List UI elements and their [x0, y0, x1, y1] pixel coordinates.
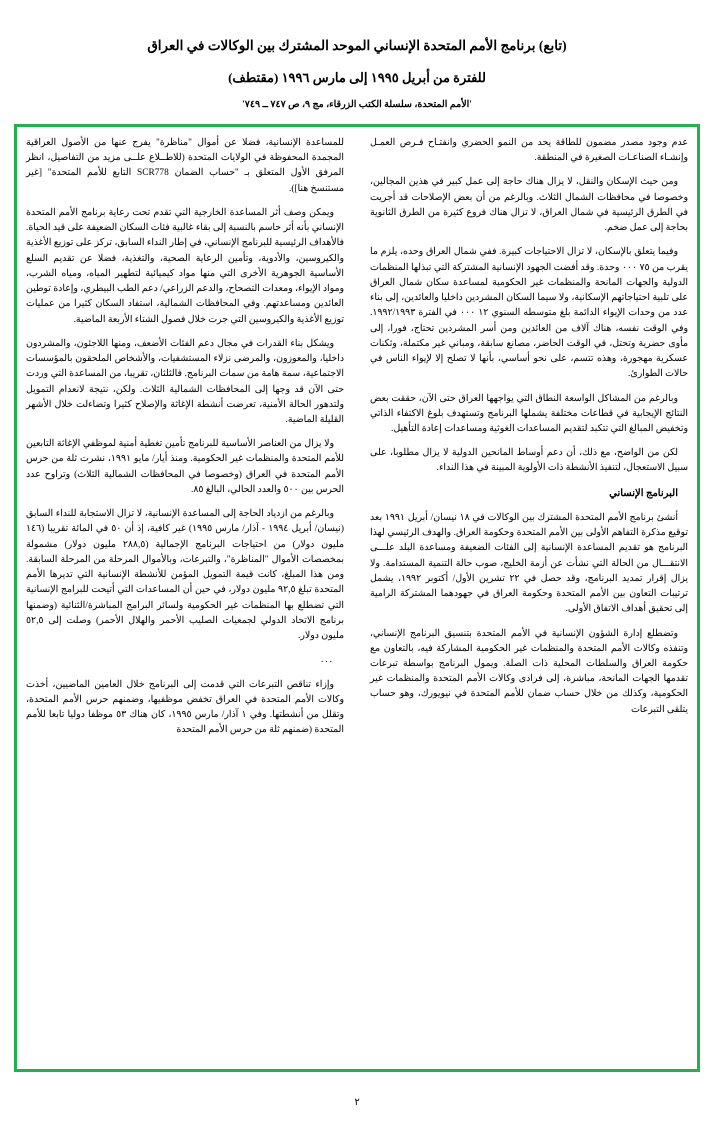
paragraph: وتضطلع إدارة الشؤون الإنسانية في الأمم المتحدة بتنسيق البرنامج الإنساني، وتنفذه وكالات الأمم المتحدة والمنظمات غير الحكومية المشاركة فيه، بالتعاون مع حكومة العراق والسلطات المحلية ذات الصلة. ويمول البرنامج بواسطة تبرعات تقدمها الجهات المانحة، مباشرة، إلى فرادى وكالات الأمم المتحدة والمنظمات غير الحكومية، وكذلك من خلال حساب ضمان للأمم المتحدة في نيويورك، وهو حساب يتلقى التبرعات — [370, 628, 688, 715]
page-header — [0, 0, 714, 110]
page-subtitle: للفترة من أبريل ١٩٩٥ إلى مارس ١٩٩٦ (مقتطف) — [228, 70, 486, 86]
paragraph: ويمكن وصف أثر المساعدة الخارجية التي تقدم تحت رعاية برنامج الأمم المتحدة الإنساني بأنه أثر حاسم بالنسبة إلى بقاء غالبية فئات السكان الضعيفة على قيد الحياة. فالأهداف الرئيسية للبرنامج الإنساني، في إطار النداء السابق، تركز على توزيع الأغذية والكيروسين، والأدوية، وتأمين الرعاية الصحية، والتغذية، فضلا عن تقديم السلع الأساسية الجوهرية الأخرى التي منها مواد كيميائية لتطهير المياه، ومياه الشرب، ومواد الإيواء، ومعدات التصحاح، والدعم الزراعي/ دعم الطب البيطري، وإعادة توطين العائدين ومساعدتهم. وفي المحافظات الشمالية، استفاد السكان كثيرا من عمليات توزيع الأغذية والكيروسين التي جرت خلال فصول الشتاء الأربعة الماضية. — [26, 207, 344, 325]
paragraph: أنشئ برنامج الأمم المتحدة المشترك بين الوكالات في ١٨ نيسان/ أبريل ١٩٩١ بعد توقيع مذكرة التفاهم الأولى بين الأمم المتحدة وحكومة العراق. والهدف الرئيسي لهذا البرنامج هو تقديم المساعدة الإنسانية إلى الفئات الضعيفة ومساعدة البلد علـــى الانتقـــال من الحالة التي نشأت عن أزمة الخليج، صوب حالة التنمية المستدامة. ولا يزال إقرار تمديد البرنامج، وقد حصل في ٢٢ تشرين الأول/ أكتوبر ١٩٩٢، يشمل ترتيبات التعاون بين الأمم المتحدة وحكومة العراق في جهودهما المشتركة الرامية إلى تحقيق أهداف الاتفاق الأولى. — [370, 512, 688, 615]
paragraph: وبالرغم من المشاكل الواسعة النطاق التي يواجهها العراق حتى الآن، حققت بعض النتائج الإيجابية في قطاعات مختلفة يشملها البرنامج وتستهدف بلوغ الاكتفاء الذاتي وتخفيض المبالغ التي تتكبد لتقديم المساعدات الغوثية ومساعدات إعادة التأهيل. — [370, 393, 688, 434]
paragraph: وبالرغم من ازدياد الحاجة إلى المساعدة الإنسانية، لا تزال الاستجابة للنداء السابق (نيسان/ أبريل ١٩٩٤ - آذار/ مارس ١٩٩٥) غير كافية، إذ أن ٥٠ في المائة تقريبا (١٤٦ مليون دولار) من احتياجات البرنامج الإجمالية (٢٨٨,٥ مليون دولار) مشمولة بمخصصات الأموال "المناظرة"، والتبرعات، وبالأموال المرحلة من المرحلة السابقة. ومن هذا المبلغ، كانت قيمة التمويل المؤمن للأنشطة الإنسانية التي تديرها الأمم المتحدة تبلغ ٩٢,٥ مليون دولار، في حين أن المساعدات التي أتيحت للبرامج الإنسانية التي تضطلع بها المنظمات غير الحكومية ولسائر البرامج المباشرة/الثنائية (وضمنها برنامج الاتحاد الدولي لجمعيات الصليب الأحمر والهلال الأحمر) وصلت إلى ٥٢,٥ مليون دولار. — [26, 509, 344, 642]
two-column-body — [26, 136, 688, 1060]
paragraph: للمساعدة الإنسانية، فضلا عن أموال "مناظرة" يفرج عنها من الأصول العراقية المجمدة المحفوظة في الولايات المتحدة (للاطــلاع علــى مزيد من التفاصيل، انظر المرفق الأول المتعلق بـ "حساب الضمان SCR778 التابع للأمم المتحدة" [غير مستنسخ هنا]). — [26, 138, 345, 194]
paragraph: لكن من الواضح، مع ذلك، أن دعم أوساط المانحين الدولية لا يزال مطلوبا، على سبيل الاستعجال، لتنفيذ الأنشطة ذات الأولوية المبينة في هذا النداء. — [370, 448, 688, 474]
right-column — [370, 136, 688, 1060]
section-heading: البرنامج الإنساني — [609, 487, 678, 499]
paragraph: وفيما يتعلق بالإسكان، لا تزال الاحتياجات كبيرة. ففي شمال العراق وحده، يلزم ما يقرب من ٧٥ ٠٠٠ وحدة. وقد أفضت الجهود الإنسانية المشتركة التي تبذلها المنظمات الدولية والجهات المانحة والمنظمات غير الحكومية لمساعدة سكان شمال العراق على تلبية احتياجاتهم الإسكانية، ولا سيما السكان المشردين داخليا والعائدين، إلى بناء عدد من وحدات الإيواء الدائمة بلغ متوسطه السنوي ١٢ ٠٠٠ في الفترة ١٩٩٢/١٩٩٣. وفي الوقت نفسه، هناك آلاف من العائدين ومن أسر المشردين تحتاج، فورا، إلى مأوى حضرية وتحتل، في الوقت الحاضر، مصانع سابقة، ومباني غير مكتملة، وثكنات عسكرية مهجورة، وهذه تتسم، على نحو أساسي، بأنها لا تصلح إلا لإيواء الناس في حالات الطوارئ. — [370, 247, 689, 380]
paragraph-separator: ... — [320, 655, 334, 666]
paragraph: ويشكل بناء القدرات في مجال دعم الفئات الأضعف، ومنها اللاجئون، والمشردون داخليا، والمعوزون، والمرضى نزلاء المستشفيات، والأشخاص الملحقون بالمؤسسات الاجتماعية، سمة هامة من سمات البرنامج. فالثلثان، تقريبا، من المساعدة التي وردت حتى الآن قد وجها إلى المحافظات الشمالية الثلاث. ولكن، نتيجة لانعدام التمويل ولتدهور الحالة الأمنية، تعرضت أنشطة الإغاثة والإصلاح كثيرا وتضاءلت خلال الأشهر القليلة الماضية. — [26, 338, 344, 425]
left-column — [26, 136, 344, 1060]
source-citation: 'الأمم المتحدة، سلسلة الكتب الزرقاء، مج ٩، ص ٧٤٧ ــ ٧٤٩' — [242, 100, 472, 111]
paragraph: وإزاء تناقص التبرعات التي قدمت إلى البرنامج خلال العامين الماضيين، أخذت وكالات الأمم المتحدة في العراق تخفض موظفيها، وضمنهم حرس الأمم المتحدة، وتقلل من أنشطتها. وفي ١ آذار/ مارس ١٩٩٥، كان هناك ٥٣ موظفا دوليا تابعا للأمم المتحدة (ضمنهم ثلة من حرس الأمم المتحدة — [26, 679, 344, 736]
paragraph: ولا يزال من العناصر الأساسية للبرنامج تأمين تغطية أمنية لموظفي الإغاثة التابعين للأمم المتحدة والمنظمات غير الحكومية. ومنذ أيار/ مايو ١٩٩١، نشرت ثلة من حرس الأمم المتحدة في العراق (وخصوصا في المحافظات الشمالية الثلاث) وتراوح عدد الحرس بين ٥٠٠ والعدد الحالي، البالغ ٨٥. — [26, 439, 344, 495]
page-number: ٢ — [354, 1097, 360, 1108]
page-title: (تابع) برنامج الأمم المتحدة الإنساني الموحد المشترك بين الوكالات في العراق — [147, 38, 567, 53]
paragraph: ومن حيث الإسكان والنقل، لا يزال هناك حاجة إلى عمل كبير في هذين المجالين، وخصوصا في محافظات الشمال الثلاث. وبالرغم من أن بعض الإصلاحات قد أجريت في الطرق الرئيسية في شمال العراق، لا تزال هناك فروع كثيرة من الطرق الثانوية بحاجة إلى عمل ضخم. — [370, 177, 688, 234]
paragraph: عدم وجود مصدر مضمون للطاقة يحد من النمو الحضري وانفتـاح فـرص العمـل وإنشـاء الصناعـات الصغيرة في المنطقة. — [370, 138, 688, 164]
